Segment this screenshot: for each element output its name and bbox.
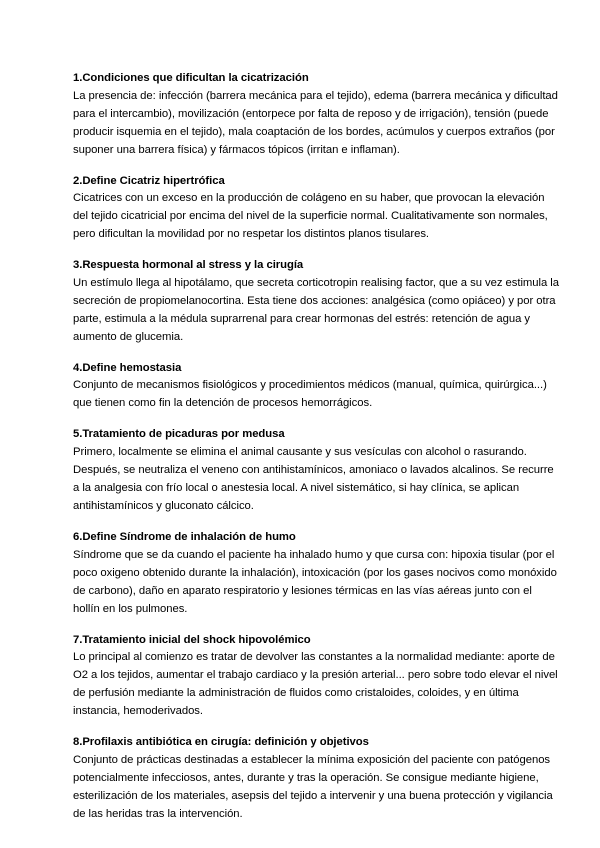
section-8 (73, 735, 560, 823)
section-body: Lo principal al comienzo es tratar de devolver las constantes a la normalidad mediante: aporte de O2 a los tejidos, aumentar el trabajo cardiaco y la presión arterial... pero sobre todo elevar el nivel de perfusión mediante la administración de fluidos como cristaloides, coloides, y en última instancia, hemoderivados. (73, 651, 558, 718)
section-title: 7.Tratamiento inicial del shock hipovolémico (73, 633, 311, 646)
section-title: 1.Condiciones que dificultan la cicatrización (73, 72, 309, 84)
section-1 (73, 71, 560, 159)
section-6 (73, 530, 560, 618)
section-body: Síndrome que se da cuando el paciente ha inhalado humo y que cursa con: hipoxia tisular (por el poco oxigeno obtenido durante la inhalación), intoxicación (por los gases nocivos como monóxido de carbono), daño en aparato respiratorio y lesiones térmicas en las vías aéreas junto con el hollín en los pulmones. (73, 548, 557, 615)
section-3 (73, 258, 560, 346)
section-title: 2.Define Cicatriz hipertrófica (73, 174, 225, 187)
section-body: Primero, localmente se elimina el animal causante y sus vesículas con alcohol o rasurando. Después, se neutraliza el veneno con antihistamínicos, amoniaco o lavados alcalinos. Se recurre a la analgesia con frío local o anestesia local. A nivel sistemático, si hay clínica, se aplican antihistamínicos y gluconato cálcico. (73, 445, 554, 512)
section-title: 3.Respuesta hormonal al stress y la cirugía (73, 259, 304, 272)
section-7 (73, 633, 560, 721)
section-title: 6.Define Síndrome de inhalación de humo (73, 530, 296, 543)
section-body: Conjunto de prácticas destinadas a establecer la mínima exposición del paciente con patógenos potencialmente infecciosos, antes, durante y tras la operación. Se consigue mediante higiene, esterilización de los materiales, asepsis del tejido a intervenir y una buena protección y vigilancia de las heridas tras la intervención. (73, 753, 553, 820)
section-5 (73, 427, 560, 515)
section-body: Cicatrices con un exceso en la producción de colágeno en su haber, que provocan la elevación del tejido cicatricial por encima del nivel de la superficie normal. Cualitativamente son normales, pero dificultan la movilidad por no respetar los distintos planos tisulares. (73, 192, 548, 241)
section-title: 4.Define hemostasia (73, 361, 182, 374)
section-2 (73, 174, 560, 244)
section-4 (73, 361, 560, 413)
section-body: Conjunto de mecanismos fisiológicos y procedimientos médicos (manual, química, quirúrgica...) que tienen como fin la detención de procesos hemorrágicos. (73, 379, 547, 410)
section-title: 8.Profilaxis antibiótica en cirugía: definición y objetivos (73, 736, 369, 749)
section-title: 5.Tratamiento de picaduras por medusa (73, 428, 285, 441)
section-body: La presencia de: infección (barrera mecánica para el tejido), edema (barrera mecánica y dificultad para el intercambio), movilización (entorpece por falta de reposo y de irrigación), tensión (puede producir isquemia en el tejido), mala coaptación de los bordes, acúmulos y cuerpos extraños (por suponer una barrera física) y fármacos tópicos (irritan e inflaman). (73, 89, 558, 156)
section-body: Un estímulo llega al hipotálamo, que secreta corticotropin realising factor, que a su vez estimula la secreción de propiomelanocortina. Esta tiene dos acciones: analgésica (como opiáceo) y por otra parte, estimula a la médula suprarrenal para crear hormonas del estrés: retención de agua y aumento de glucemia. (73, 276, 559, 343)
